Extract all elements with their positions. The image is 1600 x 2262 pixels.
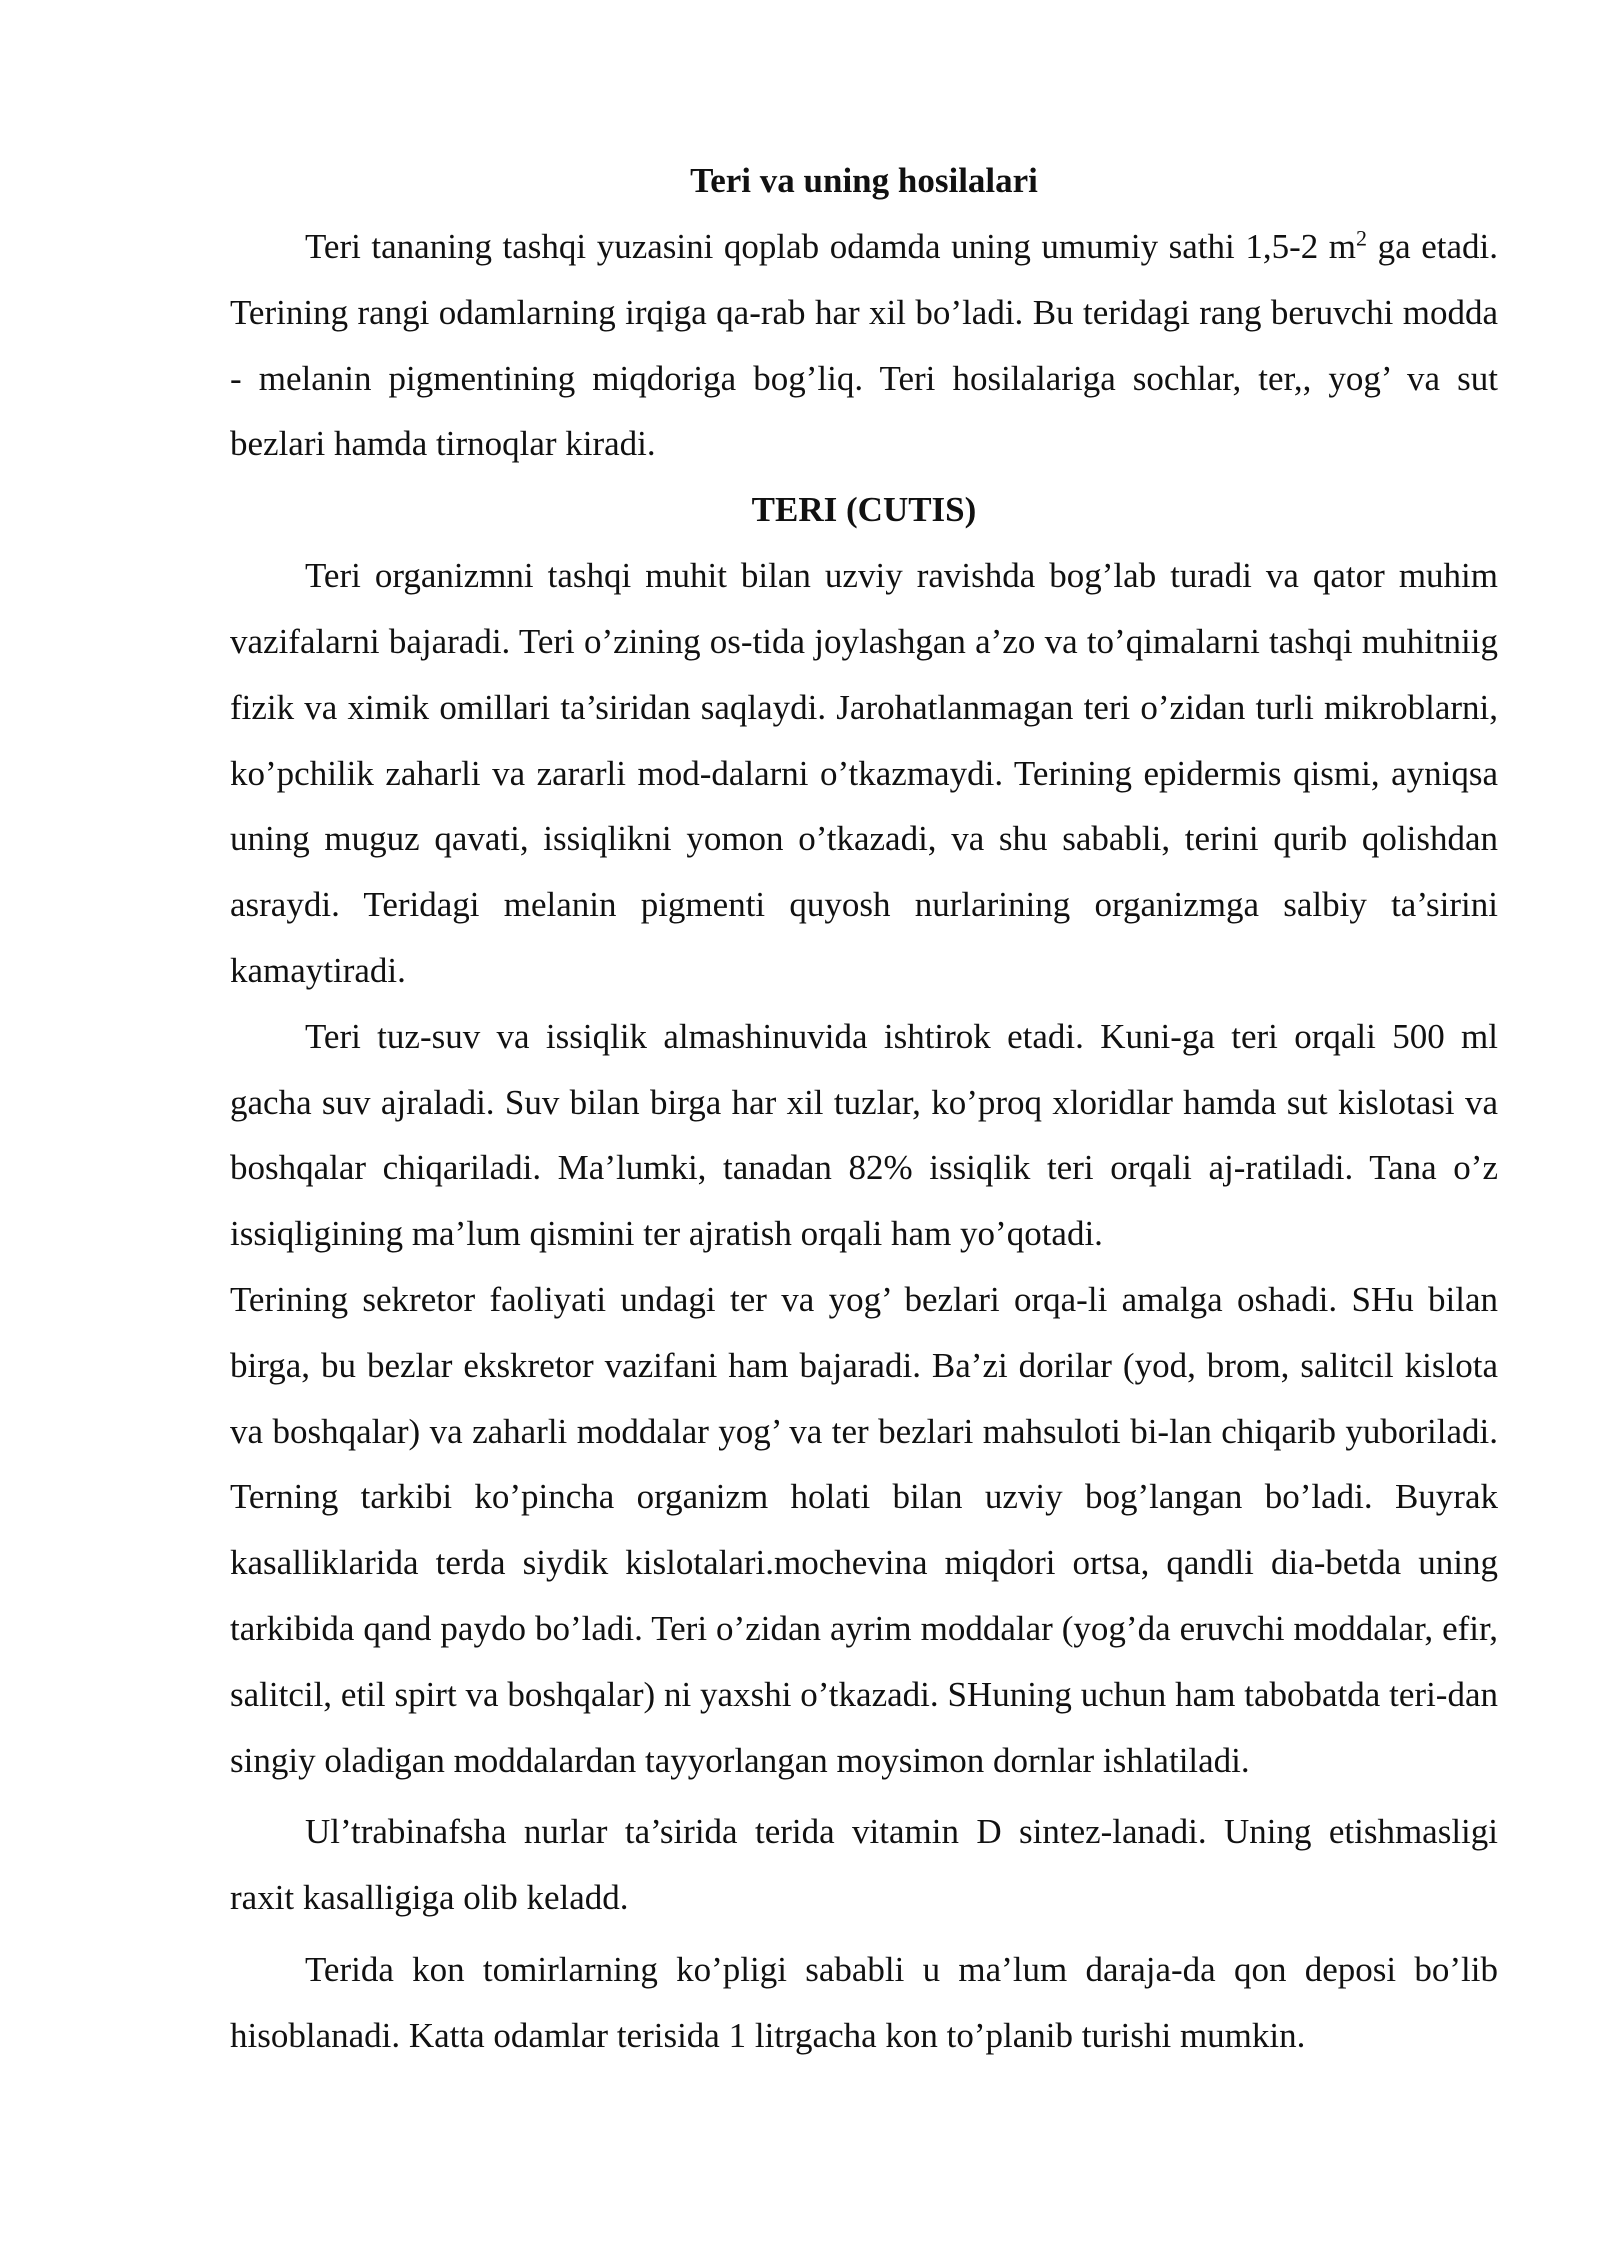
- body-paragraph-1: Teri organizmni tashqi muhit bilan uzviy ravishda bog’lab turadi va qator muhim vazifalarni bajaradi. Teri o’zining os-tida joylashgan a’zo va to’qimalarni tashqi muhitniig fizik va ximik omillari ta’siridan saqlaydi. Jarohatlanmagan teri o’zidan turli mikroblarni, ko’pchilik zaharli va zararli mod-dalarni o’tkazmaydi. Terining epidermis qismi, ayniqsa uning muguz qavati, issiqlikni yomon o’tkazadi, va shu sababli, terini qurib qolishdan asraydi. Teridagi melanin pigmenti quyosh nurlarining organizmga salbiy ta’sirini kamaytiradi.: [230, 556, 1498, 990]
- body-paragraph-3: Terining sekretor faoliyati undagi ter va yog’ bezlari orqa-li amalga oshadi. SHu bilan birga, bu bezlar ekskretor vazifani ham bajaradi. Ba’zi dorilar (yod, brom, salitcil kislota va boshqalar) va zaharli moddalar yog’ va ter bezlari mahsuloti bi-lan chiqarib yuboriladi. Terning tarkibi ko’pincha organizm holati bilan uzviy bog’langan bo’ladi. Buyrak kasalliklarida terda siydik kislotalari.mochevina miqdori ortsa, qandli dia-betda uning tarkibida qand paydo bo’ladi. Teri o’zidan ayrim moddalar (yog’da eruvchi moddalar, efir, salitcil, etil spirt va boshqalar) ni yaxshi o’tkazadi. SHuning uchun ham tabobatda teri-dan singiy oladigan moddalardan tayyorlangan moysimon dornlar ishlatiladi.: [230, 1279, 1498, 1780]
- superscript-exponent: 2: [1356, 225, 1368, 251]
- intro-text-start: Teri tananing tashqi yuzasini qoplab odamda uning umumiy sathi 1,5-2 m: [305, 227, 1357, 266]
- body-paragraph-2: Teri tuz-suv va issiqlik almashinuvida ishtirok etadi. Kuni-ga teri orqali 500 ml gacha suv ajraladi. Suv bilan birga har xil tuzlar, ko’proq xloridlar hamda sut kislotasi va boshqalar chiqariladi. Ma’lumki, tanadan 82% issiqlik teri orqali aj-ratiladi. Tana o’z issiqligining ma’lum qismini ter ajratish orqali ham yo’qotadi.: [230, 1016, 1498, 1254]
- section-title: TERI (CUTIS): [751, 490, 977, 530]
- body-paragraph-4: Ul’trabinafsha nurlar ta’sirida terida vitamin D sintez-lanadi. Uning etishmasligi raxit kasalligiga olib keladd.: [230, 1812, 1498, 1918]
- intro-paragraph: [230, 214, 1498, 477]
- body-paragraph-5: Terida kon tomirlarning ko’pligi sababli u ma’lum daraja-da qon deposi bo’lib hisoblanadi. Katta odamlar terisida 1 litrgacha kon to’planib turishi mumkin.: [230, 1949, 1498, 2055]
- document-page: [230, 148, 1498, 2069]
- intro-text-end: ga etadi. Terining rangi odamlarning irqiga qa-rab har xil bo’ladi. Bu teridagi rang beruvchi modda - melanin pigmentining miqdoriga bog’liq. Teri hosilalariga sochlar, ter,, yog’ va sut bezlari hamda tirnoqlar kiradi.: [230, 227, 1498, 464]
- document-title: Teri va uning hosilalari: [690, 161, 1038, 200]
